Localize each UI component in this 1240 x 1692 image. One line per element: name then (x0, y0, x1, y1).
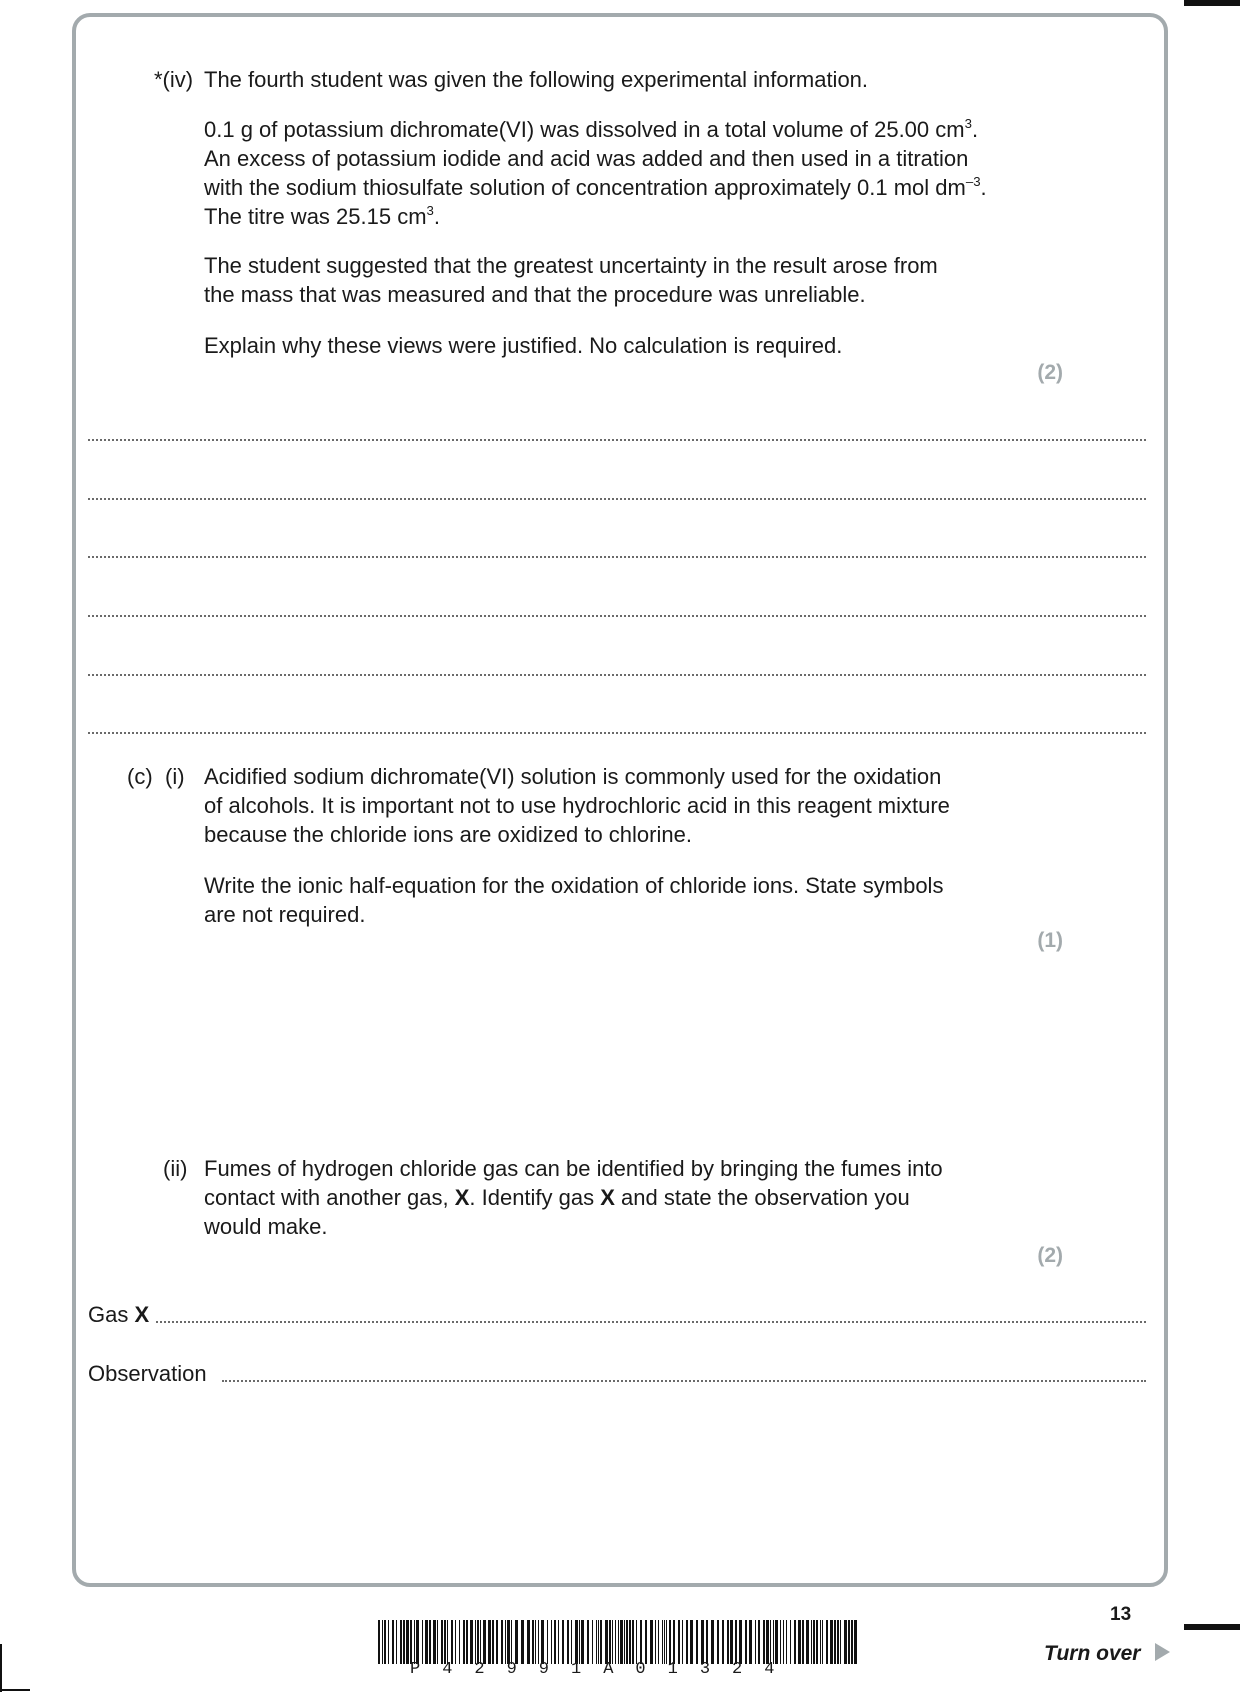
c-i-line-2: of alcohols. It is important not to use hydrochloric acid in this reagent mixture (204, 793, 950, 818)
gas-x-label: Gas X (88, 1302, 150, 1327)
suggestion-line-2: the mass that was measured and that the procedure was unreliable. (204, 282, 866, 307)
c-i-line-3: because the chloride ions are oxidized to chlorine. (204, 822, 692, 847)
suggestion-line-1: The student suggested that the greatest uncertainty in the result arose from (204, 253, 938, 278)
info-line-1: 0.1 g of potassium dichromate(VI) was dissolved in a total volume of 25.00 $cm^3$. (204, 115, 979, 142)
question-iv-instruction: Explain why these views were justified. No calculation is required. (204, 333, 843, 358)
c-ii-line-1: Fumes of hydrogen chloride gas can be identified by bringing the fumes into (204, 1156, 943, 1181)
observation-label: Observation (88, 1361, 207, 1386)
c-ii-line-2: contact with another gas, X. Identify gas X and state the observation you (204, 1185, 910, 1210)
answer-line-iv-3[interactable] (88, 556, 1146, 558)
info-line-2: An excess of potassium iodide and acid was added and then used in a titration (204, 146, 969, 171)
question-iv-label: *(iv) (154, 67, 194, 92)
c-i-line-1: Acidified sodium dichromate(VI) solution is commonly used for the oxidation (204, 764, 942, 789)
c-i-instruction-line-1: Write the ionic half-equation for the oxidation of chloride ions. State symbols (204, 873, 944, 898)
question-c-i-text (204, 762, 950, 849)
info-line-3: with the sodium thiosulfate solution of concentration approximately 0.1 mol $dm^{-3}$. (204, 173, 987, 200)
question-c-i-marks: (1) (1037, 929, 1063, 952)
c-i-instruction-line-2: are not required. (204, 902, 366, 927)
c-ii-line-3: would make. (204, 1214, 328, 1239)
question-c-ii-label: (ii) (163, 1156, 188, 1181)
question-iv-info (204, 115, 987, 231)
question-c-ii-text (204, 1154, 943, 1241)
turn-over-arrow-icon (1155, 1643, 1170, 1661)
observation-answer-line[interactable] (222, 1380, 1146, 1382)
question-c-label: (c) (127, 764, 153, 789)
question-c-i-instruction (204, 871, 943, 929)
answer-line-iv-2[interactable] (88, 498, 1146, 500)
answer-line-iv-4[interactable] (88, 615, 1146, 617)
barcode-digits: P42991A01324 (410, 1660, 797, 1679)
page-number: 13 (1110, 1604, 1132, 1625)
crop-mark-vertical (0, 1644, 2, 1692)
question-iv-stem: The fourth student was given the following experimental information. (204, 67, 869, 92)
registration-mark-top (1184, 0, 1240, 6)
barcode (378, 1620, 860, 1664)
gas-x-answer-line[interactable] (156, 1321, 1146, 1323)
question-iv-suggestion (204, 251, 938, 309)
answer-line-iv-1[interactable] (88, 439, 1146, 441)
question-c-ii-marks: (2) (1037, 1244, 1063, 1267)
question-iv-marks: (2) (1037, 361, 1063, 384)
answer-line-iv-6[interactable] (88, 732, 1146, 734)
info-line-4: The titre was 25.15 $cm^3$. (204, 202, 441, 229)
answer-line-iv-5[interactable] (88, 674, 1146, 676)
registration-mark-bottom (1184, 1624, 1240, 1630)
answer-space-c-i[interactable] (88, 965, 1146, 1145)
crop-mark-horizontal (0, 1689, 30, 1691)
question-c-i-label: (i) (165, 764, 185, 789)
turn-over-label: Turn over (1044, 1642, 1141, 1665)
